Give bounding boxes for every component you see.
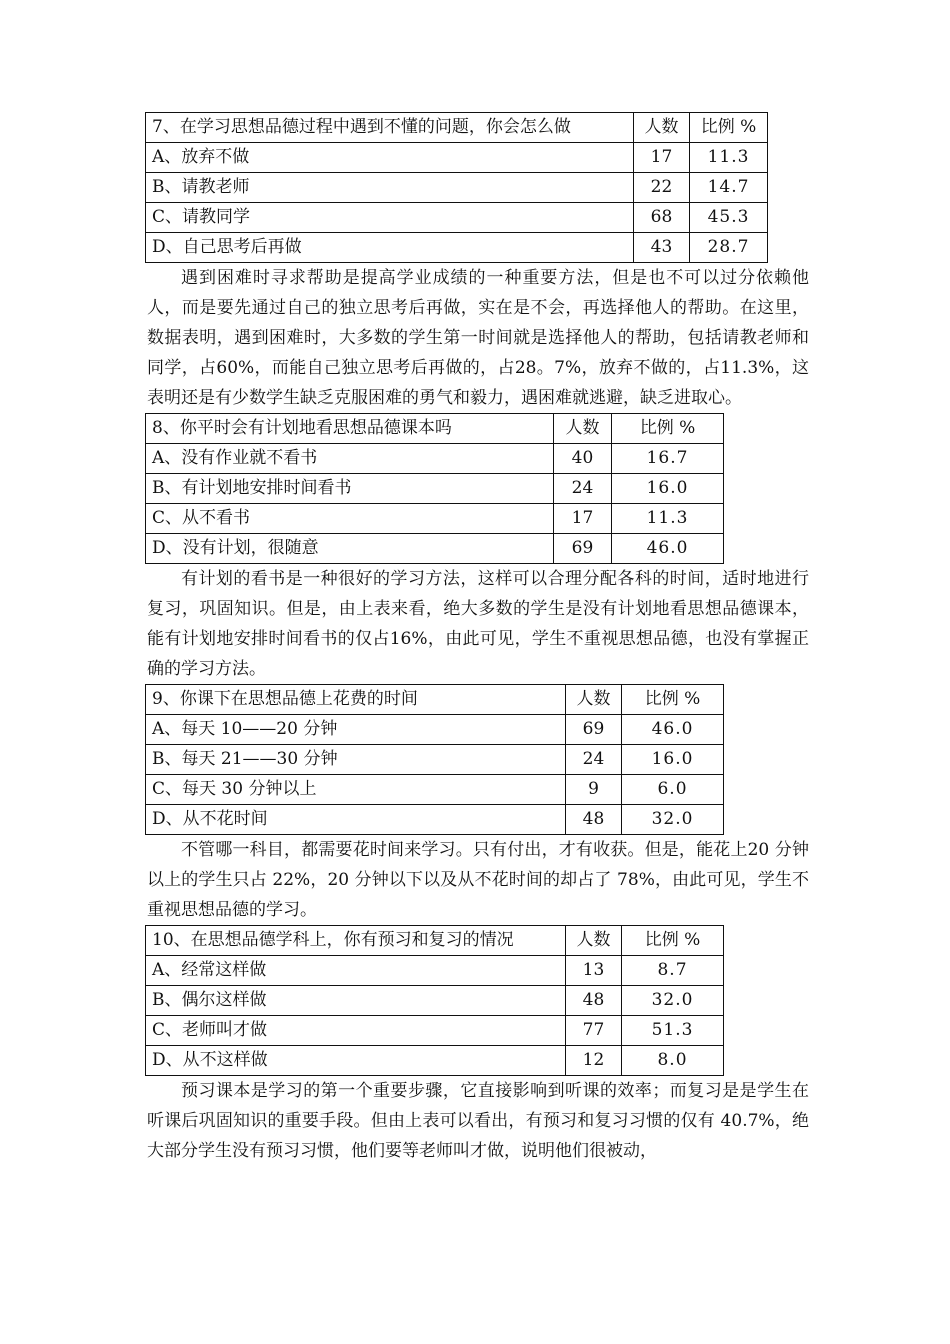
table-row	[146, 805, 724, 835]
table-row	[146, 956, 724, 986]
option-cell: D、从不这样做	[146, 1046, 566, 1076]
table-row	[146, 173, 768, 203]
count-cell: 69	[566, 715, 622, 745]
pct-cell: 28.7	[690, 233, 768, 263]
table-header-row	[146, 685, 724, 715]
option-cell: A、没有作业就不看书	[146, 444, 554, 474]
option-cell: A、每天 10——20 分钟	[146, 715, 566, 745]
count-header: 人数	[634, 113, 690, 143]
document-page	[145, 112, 811, 1166]
question-cell: 9、你课下在思想品德上花费的时间	[146, 685, 566, 715]
count-cell: 24	[566, 745, 622, 775]
table-row	[146, 504, 724, 534]
option-cell: D、没有计划，很随意	[146, 534, 554, 564]
pct-cell: 32.0	[622, 986, 724, 1016]
pct-header: 比例 %	[622, 685, 724, 715]
count-cell: 48	[566, 986, 622, 1016]
count-cell: 43	[634, 233, 690, 263]
count-header: 人数	[566, 685, 622, 715]
count-cell: 69	[554, 534, 612, 564]
table-row	[146, 233, 768, 263]
option-cell: B、每天 21——30 分钟	[146, 745, 566, 775]
option-cell: A、经常这样做	[146, 956, 566, 986]
option-cell: D、从不花时间	[146, 805, 566, 835]
option-cell: B、请教老师	[146, 173, 634, 203]
table-header-row	[146, 414, 724, 444]
survey-table-q7	[145, 112, 768, 263]
count-cell: 9	[566, 775, 622, 805]
question-cell: 7、在学习思想品德过程中遇到不懂的问题，你会怎么做	[146, 113, 634, 143]
survey-table-q9	[145, 684, 724, 835]
option-cell: C、请教同学	[146, 203, 634, 233]
table-row	[146, 775, 724, 805]
count-header: 人数	[554, 414, 612, 444]
option-cell: C、每天 30 分钟以上	[146, 775, 566, 805]
table-row	[146, 986, 724, 1016]
pct-cell: 46.0	[612, 534, 724, 564]
question-cell: 10、在思想品德学科上，你有预习和复习的情况	[146, 926, 566, 956]
option-cell: B、偶尔这样做	[146, 986, 566, 1016]
pct-cell: 8.7	[622, 956, 724, 986]
survey-table-q8	[145, 413, 724, 564]
table-row	[146, 534, 724, 564]
table-header-row	[146, 113, 768, 143]
pct-cell: 8.0	[622, 1046, 724, 1076]
table-row	[146, 1016, 724, 1046]
table-row	[146, 444, 724, 474]
analysis-paragraph-q9: 不管哪一科目，都需要花时间来学习。只有付出，才有收获。但是，能花上20 分钟以上的学生只占 22%，20 分钟以下以及从不花时间的却占了 78%，由此可见，学生不重视思想品德的学习。	[147, 840, 809, 920]
pct-header: 比例 %	[690, 113, 768, 143]
question-cell: 8、你平时会有计划地看思想品德课本吗	[146, 414, 554, 444]
pct-header: 比例 %	[612, 414, 724, 444]
pct-cell: 16.7	[612, 444, 724, 474]
pct-cell: 16.0	[622, 745, 724, 775]
pct-cell: 32.0	[622, 805, 724, 835]
option-cell: A、放弃不做	[146, 143, 634, 173]
count-cell: 22	[634, 173, 690, 203]
pct-header: 比例 %	[622, 926, 724, 956]
count-header: 人数	[566, 926, 622, 956]
option-cell: C、老师叫才做	[146, 1016, 566, 1046]
option-cell: D、自己思考后再做	[146, 233, 634, 263]
pct-cell: 46.0	[622, 715, 724, 745]
count-cell: 68	[634, 203, 690, 233]
analysis-paragraph-q10: 预习课本是学习的第一个重要步骤，它直接影响到听课的效率；而复习是是学生在听课后巩固知识的重要手段。但由上表可以看出，有预习和复习习惯的仅有 40.7%，绝大部分学生没有预习习惯，他们要等老师叫才做，说明他们很被动，	[147, 1081, 809, 1161]
survey-table-q10	[145, 925, 724, 1076]
table-row	[146, 143, 768, 173]
count-cell: 77	[566, 1016, 622, 1046]
table-row	[146, 1046, 724, 1076]
count-cell: 48	[566, 805, 622, 835]
pct-cell: 14.7	[690, 173, 768, 203]
table-row	[146, 474, 724, 504]
table-row	[146, 203, 768, 233]
pct-cell: 51.3	[622, 1016, 724, 1046]
option-cell: B、有计划地安排时间看书	[146, 474, 554, 504]
option-cell: C、从不看书	[146, 504, 554, 534]
pct-cell: 11.3	[690, 143, 768, 173]
table-row	[146, 745, 724, 775]
table-row	[146, 715, 724, 745]
count-cell: 40	[554, 444, 612, 474]
analysis-paragraph-q8: 有计划的看书是一种很好的学习方法，这样可以合理分配各科的时间，适时地进行复习，巩固知识。但是，由上表来看，绝大多数的学生是没有计划地看思想品德课本，能有计划地安排时间看书的仅占16%，由此可见，学生不重视思想品德，也没有掌握正确的学习方法。	[147, 569, 809, 679]
pct-cell: 16.0	[612, 474, 724, 504]
count-cell: 17	[554, 504, 612, 534]
count-cell: 24	[554, 474, 612, 504]
count-cell: 13	[566, 956, 622, 986]
count-cell: 17	[634, 143, 690, 173]
pct-cell: 6.0	[622, 775, 724, 805]
table-header-row	[146, 926, 724, 956]
pct-cell: 11.3	[612, 504, 724, 534]
count-cell: 12	[566, 1046, 622, 1076]
analysis-paragraph-q7: 遇到困难时寻求帮助是提高学业成绩的一种重要方法，但是也不可以过分依赖他人，而是要先通过自己的独立思考后再做，实在是不会，再选择他人的帮助。在这里，数据表明，遇到困难时，大多数的学生第一时间就是选择他人的帮助，包括请教老师和同学，占60%，而能自己独立思考后再做的，占28。7%，放弃不做的，占11.3%，这表明还是有少数学生缺乏克服困难的勇气和毅力，遇困难就逃避，缺乏进取心。	[147, 268, 809, 408]
pct-cell: 45.3	[690, 203, 768, 233]
